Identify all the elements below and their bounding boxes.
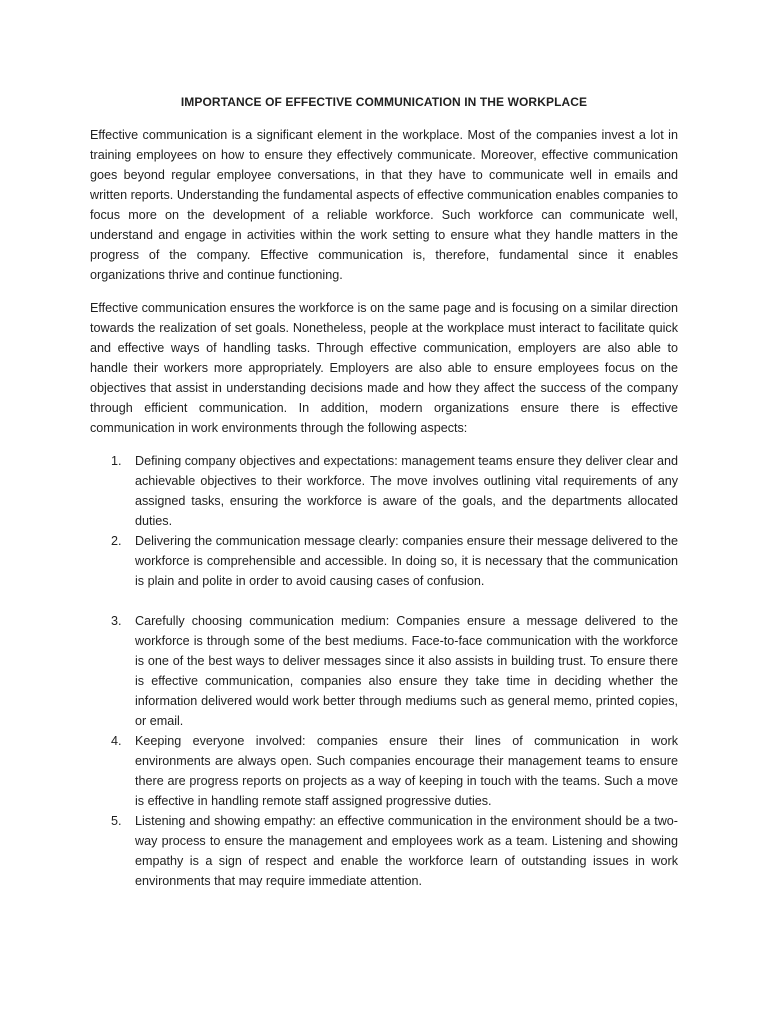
body-paragraph: Effective communication ensures the workforce is on the same page and is focusing on a similar direction towards the realization of set goals. Nonetheless, people at the workplace must interact to facilitate quick and effective ways of handling tasks. Through effective communication, employers are also able to handle their workers more appropriately. Employers are also able to ensure employees focus on the objectives that assist in understanding decisions made and how they affect the success of the company through efficient communication. In addition, modern organizations ensure there is effective communication in work environments through the following aspects: [90,301,678,435]
list-item-text: Listening and showing empathy: an effective communication in the environment should be a two-way process to ensure the management and employees work as a team. Listening and showing empathy is a sign of respect and enable the workforce learn of outstanding issues in work environments that may require immediate attention. [135,814,678,888]
list-item [90,611,678,731]
list-item-number: 5. [111,814,122,828]
list-item-text: Defining company objectives and expectations: management teams ensure they deliver clear and achievable objectives to their workforce. The move involves outlining vital requirements of any assigned tasks, ensuring the workforce is aware of the goals, and the departments allocated duties. [135,454,678,528]
list-item [90,731,678,811]
list-item-text: Carefully choosing communication medium: Companies ensure a message delivered to the workforce is through some of the best mediums. Face-to-face communication with the workforce is one of the best ways to deliver messages since it also assists in building trust. To ensure there is effective communication, companies also ensure they take time in deciding whether the information delivered would work better through mediums such as general memo, printed copies, or email. [135,614,678,728]
body-paragraph: Effective communication is a significant element in the workplace. Most of the companies invest a lot in training employees on how to ensure they effectively communicate. Moreover, effective communication goes beyond regular employee conversations, in that they have to communicate well in emails and written reports. Understanding the fundamental aspects of effective communication enables companies to focus more on the development of a reliable workforce. Such workforce can communicate well, understand and engage in activities within the work setting to ensure what they handle matters in the progress of the company. Effective communication is, therefore, fundamental since it enables organizations thrive and continue functioning. [90,128,678,282]
document-title: IMPORTANCE OF EFFECTIVE COMMUNICATION IN THE WORKPLACE [180,95,588,109]
numbered-list [90,451,678,891]
list-item-number: 2. [111,534,122,548]
list-item-text: Keeping everyone involved: companies ensure their lines of communication in work environments are always open. Such companies encourage their management teams to ensure there are progress reports on projects as a way of keeping in touch with the teams. Such a move is effective in handling remote staff assigned progressive duties. [135,734,678,808]
list-item [90,811,678,891]
list-item-number: 4. [111,734,122,748]
document-page [90,93,678,891]
list-item [90,451,678,531]
list-item-number: 1. [111,454,122,468]
list-item [90,531,678,591]
list-item-text: Delivering the communication message clearly: companies ensure their message delivered to the workforce is comprehensible and accessible. In doing so, it is necessary that the communication is plain and polite in order to avoid causing cases of confusion. [135,534,678,588]
list-item-number: 3. [111,614,122,628]
